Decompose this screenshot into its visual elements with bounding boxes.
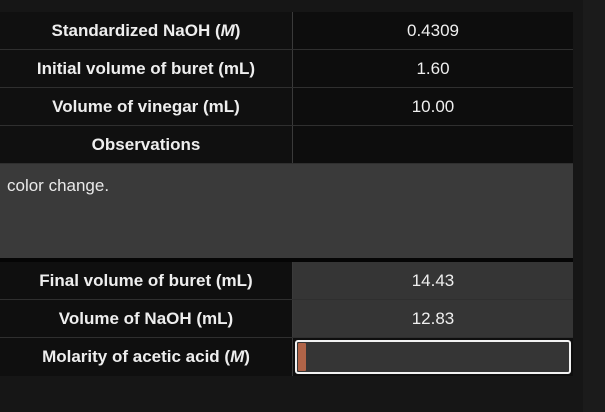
table-row-volume-naoh (0, 300, 573, 338)
label-text: Molarity of acetic acid ( (42, 347, 231, 366)
label-unit: M (230, 347, 245, 366)
input-cursor-marker (298, 343, 306, 371)
row-label: Observations (0, 126, 293, 163)
label-end: ) (234, 20, 241, 40)
row-value: 12.83 (293, 300, 573, 337)
row-value: 14.43 (293, 262, 573, 299)
table-row-molarity-acetic-acid (0, 338, 573, 376)
scrollbar[interactable] (583, 0, 605, 412)
table-row-volume-vinegar (0, 88, 573, 126)
label-text: Standardized NaOH ( (51, 20, 221, 40)
row-label: Initial volume of buret (mL) (0, 50, 293, 87)
observations-textarea[interactable] (0, 164, 573, 258)
row-value: 1.60 (293, 50, 573, 87)
row-label: Volume of vinegar (mL) (0, 88, 293, 125)
table-row-standardized-naoh (0, 12, 573, 50)
observations-text: color change. (7, 176, 110, 195)
row-label (0, 12, 293, 49)
label-end: ) (244, 347, 250, 366)
row-label (0, 338, 293, 376)
row-value: 0.4309 (293, 12, 573, 49)
row-value: 10.00 (293, 88, 573, 125)
row-label: Volume of NaOH (mL) (0, 300, 293, 337)
molarity-input[interactable] (295, 340, 571, 374)
table-row-initial-volume (0, 50, 573, 88)
table-row-observations (0, 126, 573, 164)
label-unit: M (220, 20, 235, 40)
table-row-final-volume (0, 262, 573, 300)
row-label: Final volume of buret (mL) (0, 262, 293, 299)
data-table (0, 12, 573, 376)
answer-cell (293, 338, 573, 376)
row-value (293, 126, 573, 163)
